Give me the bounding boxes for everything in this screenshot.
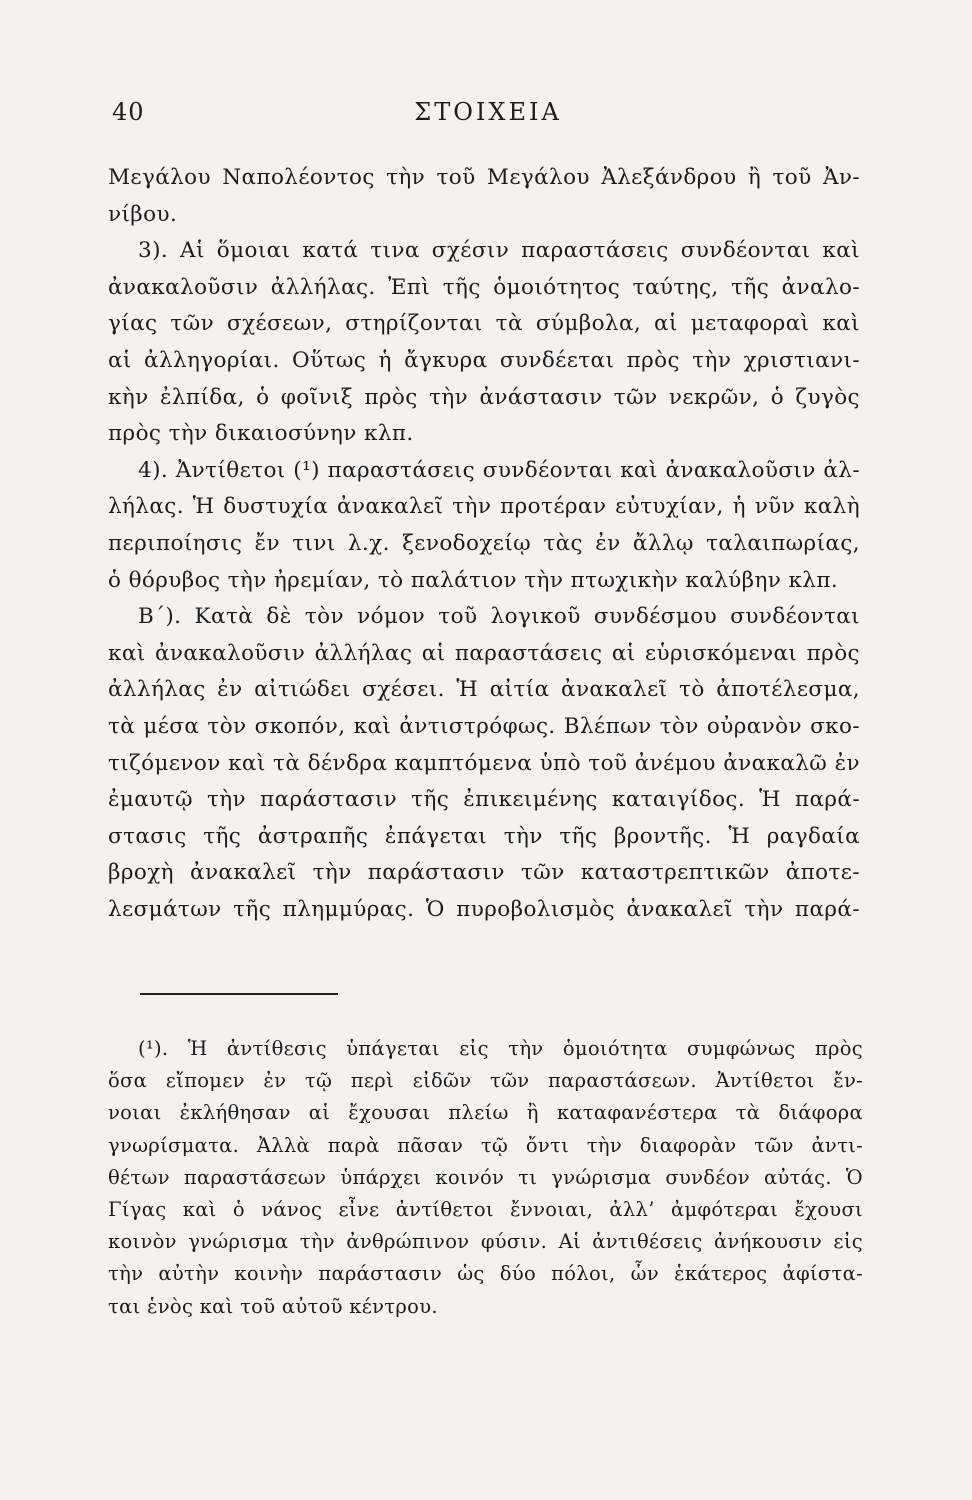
running-title: ΣΤΟΙΧΕΙΑ: [414, 98, 562, 126]
footnote-line: ὅσα εἴπομεν ἐν τῷ περὶ εἰδῶν τῶν παραστάσεων. Ἀντίθετοι ἔν-: [108, 1069, 863, 1093]
main-text: [108, 160, 860, 928]
text-line: ὁ θόρυβος τὴν ἠρεμίαν, τὸ παλάτιον τὴν πτωχικὴν καλύβην κλπ.: [108, 567, 839, 593]
paragraph-4-start: 4). Ἀντίθετοι (¹) παραστάσεις συνδέονται καὶ ἀνακαλοῦσιν ἀλ-: [138, 457, 860, 483]
text-line: βροχὴ ἀνακαλεῖ τὴν παράστασιν τῶν καταστρεπτικῶν ἀποτε-: [108, 860, 860, 886]
footnote-line: θέτων παραστάσεων ὑπάρχει κοινόν τι γνώρισμα συνδέον αὐτάς. Ὁ: [108, 1165, 863, 1189]
footnote-separator: [140, 993, 338, 995]
text-line: πρὸς τὴν δικαιοσύνην κλπ.: [108, 421, 414, 447]
text-line: γίας τῶν σχέσεων, στηρίζονται τὰ σύμβολα, αἱ μεταφοραὶ καὶ: [108, 311, 860, 337]
footnote-line: (¹). Ἡ ἀντίθεσις ὑπάγεται εἰς τὴν ὁμοιότητα συμφώνως πρὸς: [138, 1037, 863, 1060]
text-line: ἀνακαλοῦσιν ἀλλήλας. Ἐπὶ τῆς ὁμοιότητος ταύτης, τῆς ἀναλο-: [108, 274, 860, 300]
footnote: [108, 1033, 863, 1323]
text-line: καὶ ἀνακαλοῦσιν ἀλλήλας αἱ παραστάσεις αἱ εὑρισκόμεναι πρὸς: [108, 640, 860, 666]
text-line: νίβου.: [108, 201, 178, 227]
text-line: ἐμαυτῷ τὴν παράστασιν τῆς ἐπικειμένης καταιγίδος. Ἡ παρά-: [108, 787, 860, 813]
footnote-line: τὴν αὐτὴν κοινὴν παράστασιν ὡς δύο πόλοι, ὧν ἑκάτερος ἀφίστα-: [108, 1262, 863, 1286]
page-number: 40: [112, 98, 145, 126]
footnote-line: νοιαι ἐκλήθησαν αἱ ἔχουσαι πλείω ἢ καταφανέστερα τὰ διάφορα: [108, 1101, 863, 1125]
footnote-line: Γίγας καὶ ὁ νάνος εἶνε ἀντίθετοι ἔννοιαι, ἀλλ’ ἀμφότεραι ἔχουσι: [108, 1197, 863, 1221]
footnote-line: γνωρίσματα. Ἀλλὰ παρὰ πᾶσαν τῷ ὄντι τὴν διαφορὰν τῶν ἀντι-: [108, 1133, 863, 1157]
page-header: [112, 98, 864, 138]
text-line: λήλας. Ἡ δυστυχία ἀνακαλεῖ τὴν προτέραν εὐτυχίαν, ἡ νῦν καλὴ: [108, 494, 860, 520]
text-line: τιζόμενον καὶ τὰ δένδρα καμπτόμενα ὑπὸ τοῦ ἀνέμου ἀνακαλῶ ἐν: [108, 750, 860, 776]
footnote-line: ται ἑνὸς καὶ τοῦ αὐτοῦ κέντρου.: [108, 1294, 438, 1318]
text-line: στασις τῆς ἀστραπῆς ἐπάγεται τὴν τῆς βροντῆς. Ἡ ραγδαία: [108, 823, 860, 849]
text-line: Μεγάλου Ναπολέοντος τὴν τοῦ Μεγάλου Ἀλεξάνδρου ἢ τοῦ Ἀν-: [108, 165, 860, 190]
footnote-line: κοινὸν γνώρισμα τὴν ἀνθρώπινον φύσιν. Αἱ ἀντιθέσεις ἀνήκουσιν εἰς: [108, 1230, 863, 1254]
text-line: τὰ μέσα τὸν σκοπόν, καὶ ἀντιστρόφως. Βλέπων τὸν οὐρανὸν σκο-: [108, 713, 860, 739]
text-line: περιποίησις ἔν τινι λ.χ. ξενοδοχείῳ τὰς ἐν ἄλλῳ ταλαιπωρίας,: [108, 530, 860, 556]
text-line: ἀλλήλας ἐν αἰτιώδει σχέσει. Ἡ αἰτία ἀνακαλεῖ τὸ ἀποτέλεσμα,: [108, 677, 860, 703]
paragraph-3-start: 3). Αἱ ὅμοιαι κατά τινα σχέσιν παραστάσεις συνδέονται καὶ: [138, 238, 860, 264]
text-line: κὴν ἐλπίδα, ὁ φοῖνιξ πρὸς τὴν ἀνάστασιν τῶν νεκρῶν, ὁ ζυγὸς: [108, 384, 860, 410]
text-line: λεσμάτων τῆς πλημμύρας. Ὁ πυροβολισμὸς ἀνακαλεῖ τὴν παρά-: [108, 896, 860, 922]
text-line: αἱ ἀλληγορίαι. Οὕτως ἡ ἄγκυρα συνδέεται πρὸς τὴν χριστιανι-: [108, 347, 860, 373]
paragraph-b-start: Β΄). Κατὰ δὲ τὸν νόμον τοῦ λογικοῦ συνδέσμου συνδέονται: [138, 604, 860, 630]
